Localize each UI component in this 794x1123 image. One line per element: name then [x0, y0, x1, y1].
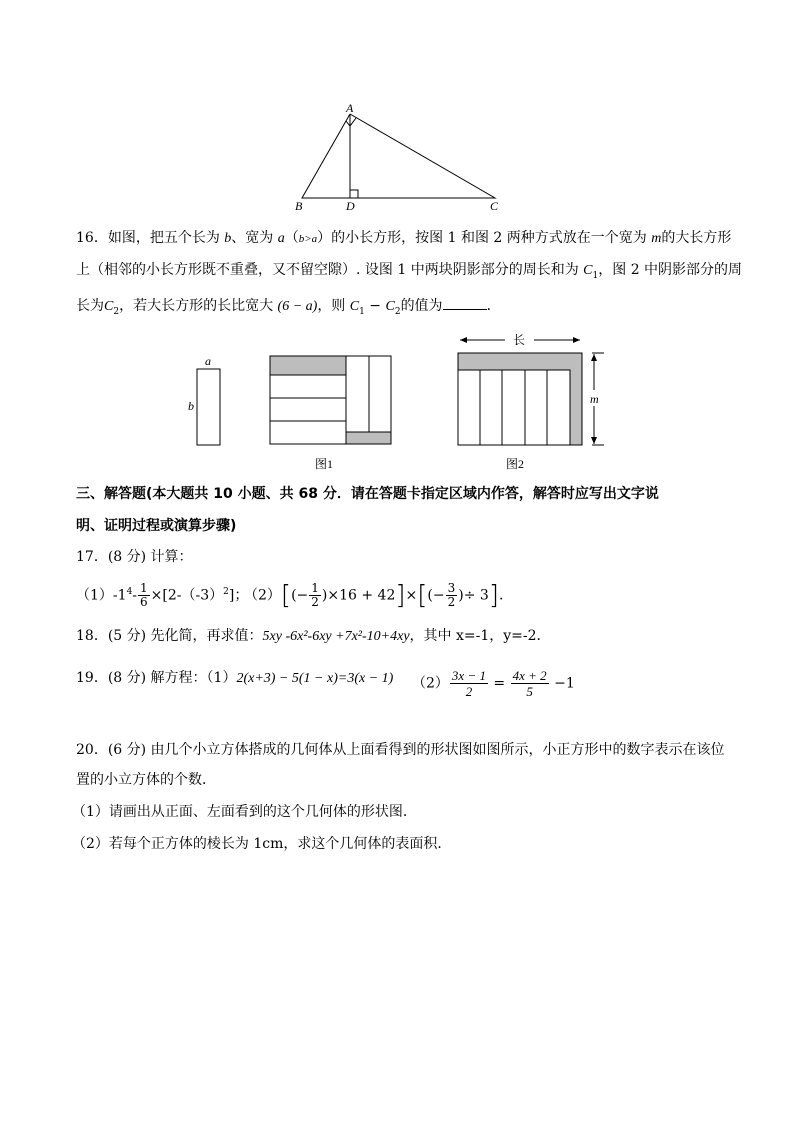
left-bracket: [ — [280, 580, 292, 611]
fig1-caption: 图1 — [315, 457, 334, 471]
figure-2 — [458, 337, 604, 445]
fig2-length-label: 长 — [513, 333, 526, 347]
q17-p1-exponent: 2 — [223, 587, 229, 597]
q19-fraction-left — [450, 668, 488, 699]
fig2-caption: 图2 — [506, 457, 525, 471]
q17-times: × — [405, 587, 418, 604]
q16-text: 如图，把五个长为 — [107, 230, 220, 246]
section3-heading-line2: 明、证明过程或演算步骤) — [76, 518, 237, 534]
q18-heading: 18．(5 分) 先化简，再求值： — [76, 628, 263, 644]
q17-fraction-1-6 — [138, 582, 150, 609]
frac-num: 4x + 2 — [512, 668, 547, 683]
q19-equals: = — [488, 675, 510, 692]
q19-fraction-right — [511, 668, 549, 699]
c2-subscript: 2 — [394, 306, 401, 317]
c1-subscript: 1 — [359, 306, 365, 317]
frac-den: 2 — [447, 595, 456, 609]
right-bracket: ] — [395, 580, 406, 611]
fig2-shade-right — [570, 353, 582, 445]
frac-den: 2 — [465, 684, 473, 699]
q20-part1: （1）请画出从正面、左面看到的这个几何体的形状图． — [72, 804, 417, 820]
q19-p2-label: （2） — [412, 675, 449, 692]
q18-expression: 5xy -6x²-6xy +7x²-10+4xy — [262, 629, 410, 644]
q16-text: （ — [284, 230, 299, 246]
q17-heading: 17．(8 分) 计算： — [76, 549, 193, 565]
q19-heading: 19．(8 分) 解方程：（1） — [76, 670, 237, 686]
q17-p1-label: （1） — [76, 587, 113, 604]
var-c1: C — [349, 299, 360, 314]
fig1-shade-top — [270, 356, 346, 375]
q16-line3 — [76, 295, 501, 322]
frac-den: 5 — [526, 684, 533, 699]
q20-line2: 置的小立方体的个数． — [76, 772, 216, 788]
q17-p2-term: (− — [291, 587, 309, 604]
var-c2: C — [385, 299, 395, 314]
label-b: B — [295, 199, 303, 213]
q16-line1 — [76, 228, 731, 249]
q17-p1-bracket: ×[2-（-3） — [150, 587, 224, 604]
q16-number: 16． — [76, 230, 108, 246]
q18-condition: ，其中 x=-1，y=-2． — [409, 628, 551, 644]
q16-condition: b>a — [298, 233, 318, 245]
frac-num: 1 — [140, 581, 148, 596]
triangle-figure — [290, 100, 510, 215]
q19-line — [76, 668, 393, 689]
q17-end: . — [498, 587, 504, 604]
q16-text: 、宽为 — [231, 230, 274, 246]
q16-text: ，若大长方形的长比宽大 — [119, 298, 274, 314]
frac-num: 3x − 1 — [451, 668, 486, 683]
frac-num: 1 — [311, 581, 319, 595]
fig2-width-label: m — [590, 392, 599, 406]
q16-line2 — [76, 260, 742, 286]
small-rectangle — [197, 369, 220, 445]
fig2-shade-top — [458, 353, 582, 370]
frac-num: 3 — [447, 581, 456, 595]
small-label-a: a — [205, 354, 211, 368]
right-angle-mark-d — [350, 190, 358, 198]
var-a: a — [277, 231, 285, 246]
q16-text: ． — [486, 298, 501, 314]
q17-p2-label: （2） — [244, 587, 281, 604]
q17-p1-term: -1 — [112, 587, 127, 604]
q16-figures — [180, 328, 620, 478]
label-c: C — [490, 199, 499, 213]
q17-p2-term: (− — [427, 587, 445, 604]
q16-text: 的小长方形，按图 1 和图 2 两种方式放在一个宽为 — [331, 230, 647, 246]
q16-text: 上（相邻的小长方形既不重叠，又不留空隙）. 设图 1 中两块阴影部分的周长和为 — [76, 262, 579, 278]
q16-text: 的大长方形 — [661, 230, 732, 246]
small-label-b: b — [188, 399, 194, 413]
var-b: b — [224, 231, 232, 246]
var-c1: C — [583, 263, 593, 278]
q17-part1 — [76, 582, 248, 609]
q16-text: ，图 2 中阴影部分的周 — [598, 262, 743, 278]
q19-part2 — [412, 668, 575, 699]
q20-line1: 20．(6 分) 由几个小立方体搭成的几何体从上面看得到的形状图如图所示，小正方形中的数字表示在该位 — [76, 742, 725, 758]
q19-tail: −1 — [549, 675, 575, 692]
frac-den: 2 — [311, 595, 319, 609]
var-m: m — [651, 231, 662, 246]
q16-operator: − — [364, 298, 386, 314]
right-bracket: ] — [488, 580, 499, 611]
label-a: A — [346, 101, 354, 115]
q19-equation-1: 2(x+3) − 5(1 − x)=3(x − 1) — [236, 671, 394, 686]
q17-p1-end: ]； — [228, 587, 249, 604]
c1-subscript: 1 — [592, 270, 599, 281]
q17-p1-exponent: 4 — [126, 587, 133, 597]
figure-1 — [270, 356, 391, 444]
q16-text: ） — [317, 230, 332, 246]
q17-p2-term: )÷ 3 — [458, 587, 489, 604]
q17-p1-op: - — [132, 587, 138, 604]
label-d: D — [346, 199, 355, 213]
q17-p2-term: )×16 + 42 — [321, 587, 396, 604]
c2-subscript: 2 — [113, 306, 120, 317]
q17-part2 — [244, 582, 503, 609]
q16-expression: (6 − a) — [277, 299, 318, 314]
q16-text: 的值为 — [400, 298, 443, 314]
q17-fraction-3-2 — [446, 582, 458, 609]
answer-blank[interactable] — [443, 295, 487, 310]
triangle-outline — [302, 114, 495, 198]
q18-line — [76, 626, 551, 647]
left-bracket: [ — [417, 580, 428, 611]
fig1-shade-bottom — [346, 432, 391, 444]
frac-den: 6 — [140, 595, 148, 610]
q17-fraction-1-2 — [309, 582, 321, 609]
q16-text: 长为 — [76, 298, 104, 314]
q16-text: ，则 — [317, 298, 346, 314]
var-c2: C — [104, 299, 114, 314]
q20-part2: （2）若每个正方体的棱长为 1cm，求这个几何体的表面积． — [72, 836, 452, 852]
section3-heading-line1: 三、解答题(本大题共 10 小题、共 68 分．请在答题卡指定区域内作答，解答时应写出文字说 — [76, 486, 659, 502]
